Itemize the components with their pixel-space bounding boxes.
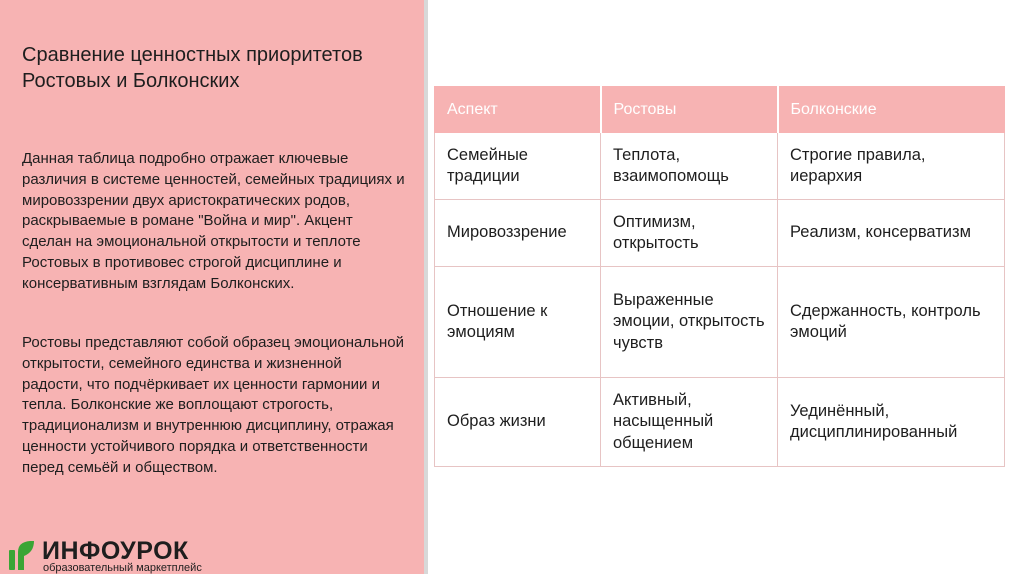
left-panel — [0, 0, 424, 574]
table-row — [435, 267, 1005, 378]
table-header-row — [435, 87, 1005, 133]
table-row — [435, 133, 1005, 200]
comparison-table — [434, 86, 1005, 467]
slide-title: Сравнение ценностных приоритетов Ростовых и Болконских — [22, 44, 363, 92]
panel-divider — [424, 0, 428, 574]
summary-paragraph: Ростовы представляют собой образец эмоциональной открытости, семейного единства и жизненной радости, что подчёркивает их ценности гармонии и тепла. Болконские же воплощают строгость, традиционализм и внутреннюю дисциплину, отражая ценности устойчивого порядка и ответственности перед семьёй и обществом. — [22, 334, 404, 476]
logo-tagline: образовательный маркетплейс — [43, 562, 202, 574]
table-row — [435, 200, 1005, 267]
cell-aspect: Образ жизни — [435, 378, 601, 467]
intro-paragraph: Данная таблица подробно отражает ключевые различия в системе ценностей, семейных традициях и мировоззрении двух аристократических родов, раскрываемые в романе "Война и мир". Акцент сделан на эмоциональной открытости и теплоте Ростовых в противовес строгой дисциплине и консервативным взглядам Болконских. — [22, 150, 405, 292]
infourok-logo[interactable] — [8, 538, 228, 574]
cell-rostovs: Оптимизм, открытость — [601, 200, 778, 267]
cell-aspect: Семейные традиции — [435, 133, 601, 200]
cell-bolkonskys: Реализм, консерватизм — [778, 200, 1005, 267]
cell-bolkonskys: Сдержанность, контроль эмоций — [778, 267, 1005, 378]
cell-bolkonskys: Уединённый, дисциплинированный — [778, 378, 1005, 467]
cell-bolkonskys: Строгие правила, иерархия — [778, 133, 1005, 200]
cell-rostovs: Выраженные эмоции, открытость чувств — [601, 267, 778, 378]
cell-rostovs: Теплота, взаимопомощь — [601, 133, 778, 200]
table-row — [435, 378, 1005, 467]
header-aspect: Аспект — [435, 87, 601, 133]
infourok-leaf-icon — [8, 540, 38, 570]
header-rostovs: Ростовы — [601, 87, 778, 133]
cell-aspect: Мировоззрение — [435, 200, 601, 267]
cell-rostovs: Активный, насыщенный общением — [601, 378, 778, 467]
cell-aspect: Отношение к эмоциям — [435, 267, 601, 378]
logo-name: ИНФОУРОК — [42, 537, 189, 565]
header-bolkonskys: Болконские — [778, 87, 1005, 133]
